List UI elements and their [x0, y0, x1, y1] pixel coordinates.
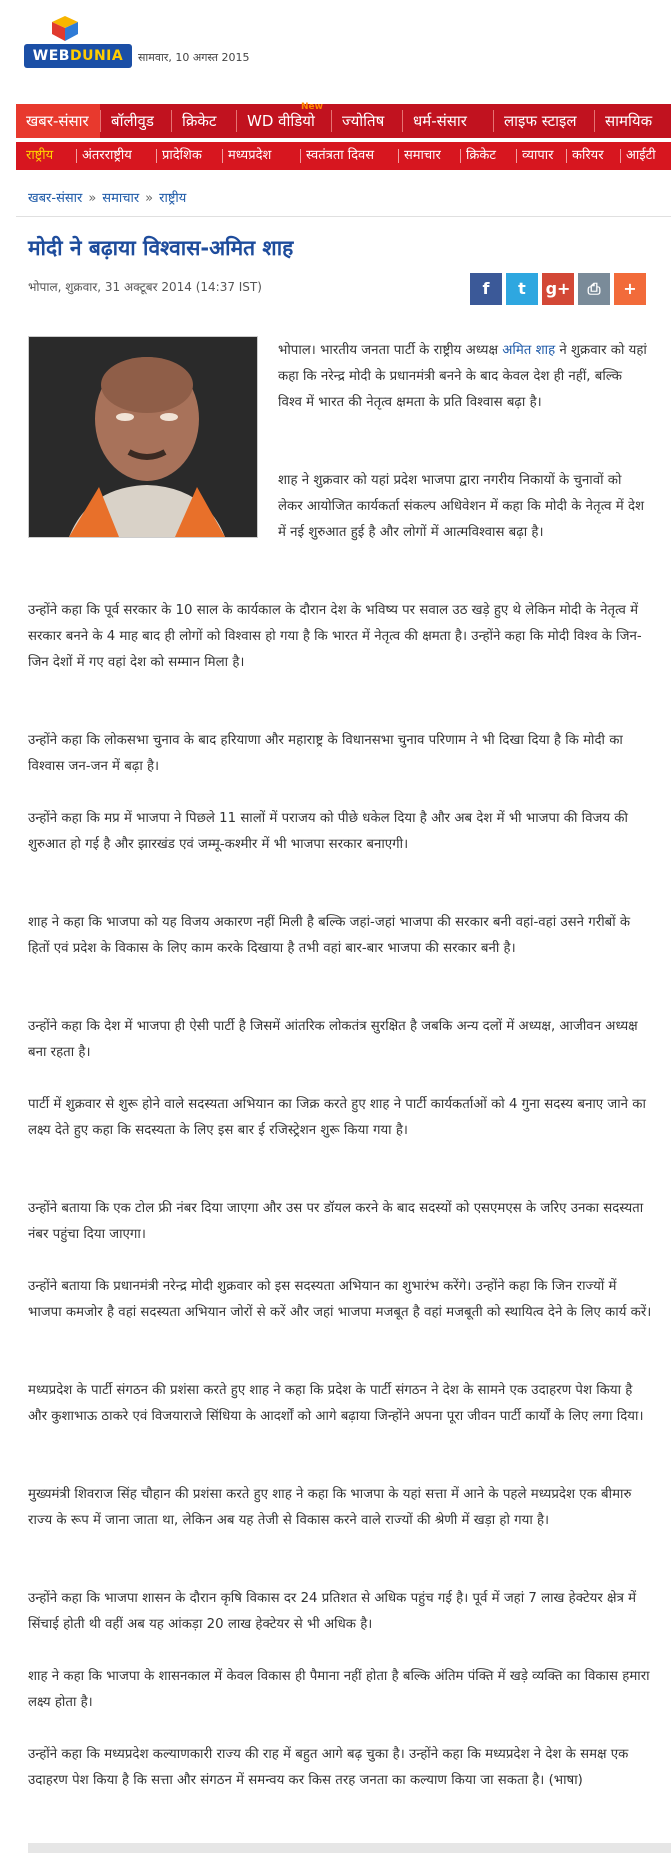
subnav-item-pradeshik[interactable]: प्रादेशिक [162, 148, 202, 163]
intro-text: भोपाल। भारतीय जनता पार्टी के राष्ट्रीय अध्यक्ष [278, 343, 498, 358]
twitter-icon: t [518, 279, 526, 298]
cube-logo-icon [50, 14, 80, 42]
article-paragraph: उन्होंने कहा कि लोकसभा चुनाव के बाद हरियाणा और महाराष्ट्र के विधानसभा चुनाव परिणाम ने भी दिखा दिया है कि मोदी का विश्वास जन-जन में बढ़ा है। [28, 733, 623, 774]
article-paragraph: पार्टी में शुक्रवार से शुरू होने वाले सदस्यता अभियान का जिक्र करते हुए शाह ने पार्टी कार्यकर्ताओं को 4 गुना सदस्य बनाए जाने का लक्ष्य देते हुए कहा कि सदस्यता के लिए इस बार ई रजिस्ट्रेशन शुरू किया गया है। [28, 1097, 646, 1138]
subnav-item-antarrashtriya[interactable]: अंतरराष्ट्रीय [82, 148, 132, 163]
print-icon: ⎙ [587, 279, 601, 298]
more-share-button[interactable] [614, 273, 646, 305]
current-date: सामवार, 10 अगस्त 2015 [138, 51, 250, 64]
article-paragraph: उन्होंने बताया कि प्रधानमंत्री नरेन्द्र मोदी शुक्रवार को इस सदस्यता अभियान का शुभारंभ करेंगे। उन्होंने कहा कि जिन राज्यों में भाजपा कमजोर है वहां सदस्यता अभियान जोरों से करें और जहां भाजपा मजबूत है वहां मजबूती को स्थायित्व देने के लिए कार्य करें। [28, 1279, 652, 1320]
article-paragraph: उन्होंने कहा कि देश में भाजपा ही ऐसी पार्टी है जिसमें आंतरिक लोकतंत्र सुरक्षित है जबकि अन्य दलों में अध्यक्ष, आजीवन अध्यक्ष बना रहता है। [28, 1019, 638, 1060]
nav-item-samayik[interactable]: सामयिक [605, 112, 653, 130]
breadcrumb-item-samachar[interactable]: समाचार [102, 191, 140, 206]
secondary-nav [16, 142, 671, 170]
print-button[interactable] [578, 273, 610, 305]
plus-icon: + [623, 279, 637, 298]
article-paragraph: उन्होंने बताया कि एक टोल फ्री नंबर दिया जाएगा और उस पर डॉयल करने के बाद सदस्यों को एसएमएस के जरिए उनका सदस्यता नंबर पहुंचा दिया जाएगा। [28, 1201, 644, 1242]
nav-item-khabar-sansar[interactable]: खबर-संसार [16, 104, 100, 138]
divider [16, 216, 671, 217]
nav-item-bollywood[interactable]: बॉलीवुड [111, 112, 154, 130]
subnav-item-samachar[interactable]: समाचार [404, 148, 441, 163]
facebook-icon: f [482, 279, 490, 298]
footer-bar [28, 1843, 671, 1853]
nav-item-cricket[interactable]: क्रिकेट [182, 112, 217, 130]
nav-item-lifestyle[interactable]: लाइफ स्टाइल [504, 112, 577, 130]
facebook-share-button[interactable] [470, 273, 502, 305]
site-header [0, 0, 671, 100]
amit-shah-link[interactable]: अमित शाह [502, 343, 556, 358]
article-paragraph: शाह ने कहा कि भाजपा को यह विजय अकारण नहीं मिली है बल्कि जहां-जहां भाजपा की सरकार बनी वहां-वहां उसने गरीबों के हितों एवं प्रदेश के विकास के लिए काम करके दिखाया है तभी वहां बार-बार भाजपा की सरकार बनी है। [28, 915, 631, 956]
article-byline: भोपाल, शुक्रवार, 31 अक्टूबर 2014 (14:37 IST) [28, 280, 262, 294]
subnav-item-cricket[interactable]: क्रिकेट [466, 148, 496, 163]
intro-text-rest: ने शुक्रवार को यहां कहा कि नरेन्द्र मोदी के प्रधानमंत्री बनने के बाद केवल देश ही नहीं, बल्कि विश्व में भारत की नेतृत्व क्षमता के प्रति विश्वास बढ़ा है। [278, 343, 647, 410]
portrait-image [29, 337, 257, 537]
article-paragraph: उन्होंने कहा कि पूर्व सरकार के 10 साल के कार्यकाल के दौरान देश के भविष्य पर सवाल उठ खड़े हुए थे लेकिन मोदी के नेतृत्व में सरकार बनने के 4 माह बाद ही लोगों को विश्वास हो गया है कि भारत में नेतृत्व की क्षमता है। उन्होंने कहा कि मोदी विश्व के जिन-जिन देशों में गए वहां देश को सम्मान मिला है। [28, 603, 642, 670]
article-paragraph: उन्होंने कहा कि मप्र में भाजपा ने पिछले 11 सालों में पराजय को पीछे धकेल दिया है और अब देश में भी भाजपा की विजय की शुरुआत हो गई है और झारखंड एवं जम्मू-कश्मीर में भी भाजपा सरकार बनाएगी। [28, 811, 628, 852]
logo-wordmark: WEBDUNIA [24, 44, 132, 68]
article-paragraph: शाह ने कहा कि भाजपा के शासनकाल में केवल विकास ही पैमाना नहीं होता है बल्कि अंतिम पंक्ति में खड़े व्यक्ति का विकास हमारा लक्ष्य होता है। [28, 1669, 650, 1710]
breadcrumb-separator: » [145, 191, 154, 206]
article-title: मोदी ने बढ़ाया विश्वास-अमित शाह [28, 236, 294, 260]
subnav-item-madhyapradesh[interactable]: मध्यप्रदेश [228, 148, 272, 163]
breadcrumb [28, 188, 186, 206]
breadcrumb-item-rashtriya[interactable]: राष्ट्रीय [159, 191, 187, 206]
article-paragraph-intro [278, 338, 648, 416]
nav-item-wd-video[interactable]: WD वीडियो [247, 112, 315, 130]
article-paragraph: उन्होंने कहा कि भाजपा शासन के दौरान कृषि विकास दर 24 प्रतिशत से अधिक पहुंच गई है। पूर्व में जहां 7 लाख हेक्टेयर क्षेत्र में सिंचाई होती थी वहीं अब यह आंकड़ा 20 लाख हेक्टेयर से भी अधिक है। [28, 1591, 637, 1632]
google-plus-share-button[interactable] [542, 273, 574, 305]
subnav-item-career[interactable]: करियर [572, 148, 604, 163]
nav-item-dharm-sansar[interactable]: धर्म-संसार [413, 112, 467, 130]
breadcrumb-separator: » [88, 191, 97, 206]
article-paragraph: शाह ने शुक्रवार को यहां प्रदेश भाजपा द्वारा नगरीय निकायों के चुनावों को लेकर आयोजित कार्यकर्ता संकल्प अधिवेशन में कहा कि मोदी के नेतृत्व में देश में नई शुरुआत हुई है और लोगों में आत्मविश्वास बढ़ा है। [278, 473, 645, 540]
nav-item-jyotish[interactable]: ज्योतिष [342, 112, 385, 130]
subnav-item-swatantrata-diwas[interactable]: स्वतंत्रता दिवस [306, 148, 375, 163]
subnav-item-it[interactable]: आईटी [626, 148, 656, 163]
twitter-share-button[interactable] [506, 273, 538, 305]
google-plus-icon: g+ [545, 279, 571, 298]
breadcrumb-item-khabar-sansar[interactable]: खबर-संसार [28, 191, 83, 206]
article-paragraph: उन्होंने कहा कि मध्यप्रदेश कल्याणकारी राज्य की राह में बहुत आगे बढ़ चुका है। उन्होंने कहा कि मध्यप्रदेश ने देश के समक्ष एक उदाहरण पेश किया है कि सत्ता और संगठन में समन्वय कर किस तरह जनता का कल्याण किया जा सकता है। (भाषा) [28, 1747, 629, 1788]
subnav-item-rashtriya[interactable]: राष्ट्रीय [26, 148, 54, 163]
primary-nav [16, 104, 671, 138]
article-paragraph: मुख्यमंत्री शिवराज सिंह चौहान की प्रशंसा करते हुए शाह ने कहा कि भाजपा के यहां सत्ता में आने के पहले मध्यप्रदेश एक बीमारु राज्य के रूप में जाना जाता था, लेकिन अब यह तेजी से विकास करने वाले राज्यों की श्रेणी में खड़ा हो गया है। [28, 1487, 632, 1528]
webdunia-logo[interactable] [24, 14, 132, 70]
new-badge: New [301, 102, 323, 112]
subnav-item-vyapar[interactable]: व्यापार [522, 148, 554, 163]
article-photo [28, 336, 258, 538]
article-paragraph: मध्यप्रदेश के पार्टी संगठन की प्रशंसा करते हुए शाह ने कहा कि प्रदेश के पार्टी संगठन ने देश के सामने एक उदाहरण पेश किया है और कुशाभाऊ ठाकरे एवं विजयाराजे सिंधिया के आदर्शों को आगे बढ़ाया जिन्होंने अपना पूरा जीवन पार्टी कार्यों के लिए लगा दिया। [28, 1383, 644, 1424]
